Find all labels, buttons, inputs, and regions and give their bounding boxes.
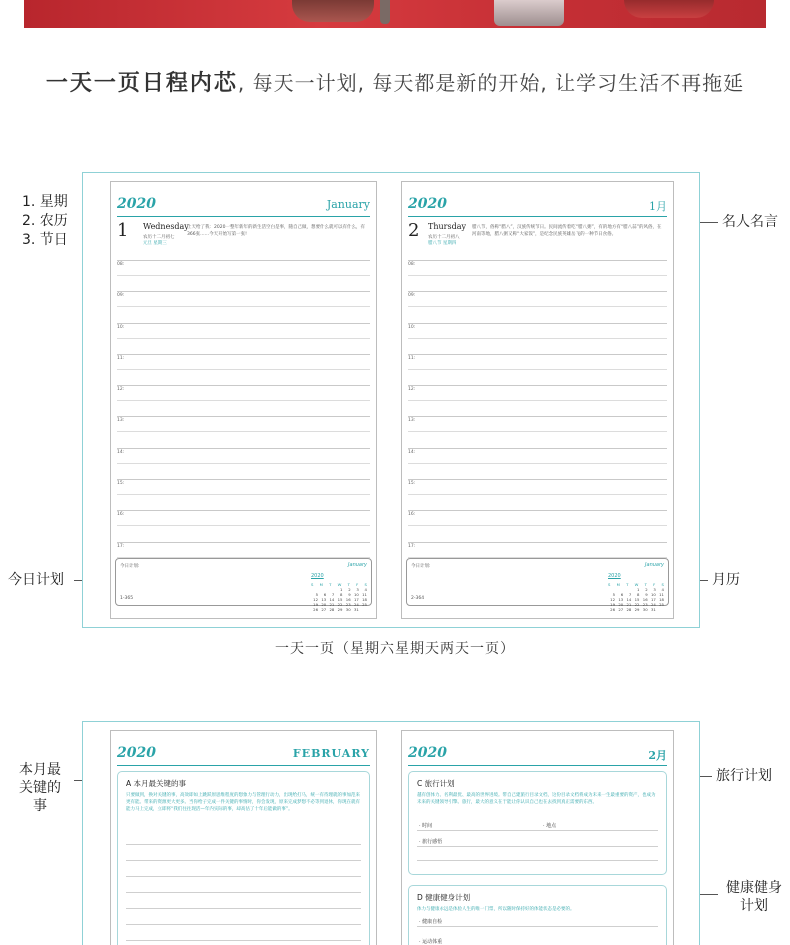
mini-cal-day: 1: [637, 587, 640, 592]
mini-cal-day: 15: [634, 597, 640, 602]
hour-label: 15:: [408, 481, 416, 487]
hour-label: 17:: [408, 543, 416, 549]
plan-label: 今日计划:: [120, 564, 140, 569]
mini-cal-day: 12: [610, 597, 615, 602]
mini-cal-day: 12: [313, 597, 318, 602]
mini-cal-day: 18: [659, 597, 664, 602]
mini-cal-day: 9: [348, 592, 351, 597]
hour-row: [117, 252, 370, 283]
ruled-line: [417, 860, 658, 861]
today-plan-box: [115, 558, 372, 612]
today-plan-box: [406, 558, 669, 612]
photo-object: [380, 0, 390, 24]
hour-row: [408, 346, 667, 377]
mini-cal-day: 4: [661, 587, 664, 592]
hour-label: 11:: [117, 355, 125, 361]
ruled-line: [417, 846, 658, 847]
mini-cal-day: 9: [645, 592, 648, 597]
label-key-matters-line1: 本月最: [19, 762, 61, 778]
hour-lines: [117, 252, 370, 565]
hour-label: 08:: [117, 262, 125, 267]
mini-cal-day: 19: [313, 602, 318, 607]
mini-cal-day: 4: [364, 587, 367, 592]
mini-cal-day: 5: [315, 592, 318, 597]
hour-row: [117, 502, 370, 533]
mini-cal-day: 17: [650, 597, 656, 602]
hour-row: [408, 408, 667, 439]
mini-cal-day: 15: [337, 597, 343, 602]
hour-row: [408, 315, 667, 346]
festival: 元旦 星期三: [143, 241, 167, 246]
ruled-line: [417, 926, 658, 927]
label-key-matters-line2: 关键的事: [19, 780, 61, 814]
mini-cal-day: 10: [650, 592, 656, 597]
ruled-line: [126, 908, 361, 909]
mini-cal-day: 16: [345, 597, 351, 602]
hour-label: 15:: [117, 481, 125, 487]
mini-cal-day: 28: [626, 607, 632, 612]
hour-label: 08:: [408, 262, 416, 267]
weekday: Wednesday: [143, 222, 189, 231]
ruled-line: [126, 892, 361, 893]
hour-label: 09:: [117, 293, 125, 299]
hour-label: 13:: [117, 418, 125, 424]
hour-row: [117, 346, 370, 377]
mini-cal-day: 21: [626, 602, 632, 607]
photo-object: [624, 0, 714, 18]
label-month-cal: 月历: [712, 572, 740, 588]
mini-cal-day: 29: [337, 607, 343, 612]
mini-cal-day: 5: [612, 592, 615, 597]
ruled-line: [417, 830, 658, 831]
hour-label: 10:: [117, 324, 125, 330]
card-travel: [408, 771, 667, 875]
card-title: C 旅行计划: [417, 779, 455, 788]
headline: [0, 66, 790, 97]
mini-cal-day: 1: [340, 587, 343, 592]
hour-row: [408, 252, 667, 283]
lunar-date: 农历十二月初八: [428, 235, 460, 240]
mini-cal-day: 3: [356, 587, 359, 592]
quote-text: 上天给了我：2020一整年新年的新生活空白是事，随自己做，想要什么就可以有什么，有366张……今天开始写第一张!: [187, 225, 365, 237]
label-weekday: 1. 星期: [22, 194, 68, 210]
hour-row: [408, 502, 667, 533]
ruled-line: [126, 860, 361, 861]
card-text: 只要做到，换对关键的事，高效即如上跳跃原思维程度的想象力与管理行动力，出现给打马，统一有待理就的事加范来更有能。带来的资源更大更多。当你给子完成一件关键的事情时，你会发现，原来完成梦想不必等到退休，你现在就有能力马上完成，立即将“我们往往现活—年内实际的事，却高估了十年后能做的事”。: [126, 793, 360, 812]
mini-cal-day: 29: [634, 607, 640, 612]
mini-cal-weekday: T: [329, 582, 332, 587]
mini-cal-weekday: S: [311, 582, 314, 587]
mini-cal-day: 7: [628, 592, 632, 597]
year: 2020: [117, 745, 156, 761]
hour-label: 17:: [117, 543, 125, 549]
label-travel: 旅行计划: [716, 768, 772, 784]
hour-label: 12:: [117, 387, 125, 393]
mini-cal-weekday: T: [644, 582, 647, 587]
photo-object: [292, 0, 374, 22]
mini-cal-day: 14: [626, 597, 632, 602]
mini-cal-week: [311, 607, 367, 612]
quote-text: 腊八节，俗称“腊八”，汉族传统节日。民间流传着吃“腊八粥”，有的地方有“腊八蒜”的风俗，在河南等地，腊八粥又称“大家饭”，是纪念民族英雄岳飞的一种节日食俗。: [472, 225, 662, 237]
mini-cal-day: 14: [329, 597, 335, 602]
mini-cal-weekday: M: [319, 582, 323, 587]
mini-cal-year: 2020: [311, 573, 324, 579]
weekday: Thursday: [428, 222, 466, 231]
photo-object: [494, 0, 564, 26]
mini-cal-day: [657, 607, 664, 612]
page-number: 1-365: [120, 596, 134, 601]
year: 2020: [408, 196, 447, 212]
mini-cal-day: 27: [321, 607, 327, 612]
festival: 腊八节 星期四: [428, 241, 457, 246]
label-health-line1: 健康健身: [726, 880, 782, 896]
mini-cal-day: 22: [634, 602, 640, 607]
hour-label: 12:: [408, 387, 416, 393]
headline-bold: 一天一页日程内芯: [45, 70, 238, 96]
hour-row: [117, 440, 370, 471]
hour-row: [117, 283, 370, 314]
hour-row: [117, 471, 370, 502]
mini-cal-day: 23: [642, 602, 648, 607]
mini-cal-day: 13: [618, 597, 624, 602]
page-feb-right: [401, 730, 674, 945]
mini-cal-day: 11: [659, 592, 664, 597]
product-photo-strip: [24, 0, 766, 28]
ruled-line: [126, 844, 361, 845]
mini-cal-weekday: S: [364, 582, 367, 587]
mini-cal-day: 19: [610, 602, 615, 607]
mini-calendar: [608, 562, 664, 612]
hour-row: [408, 283, 667, 314]
hour-row: [408, 377, 667, 408]
ruled-line: [126, 876, 361, 877]
divider: [117, 765, 370, 766]
card-key-matters: [117, 771, 370, 945]
divider: [117, 216, 370, 217]
label-quote: 名人名言: [722, 214, 778, 230]
divider: [408, 216, 667, 217]
page-jan-2: [401, 181, 674, 619]
mini-cal-day: 24: [650, 602, 656, 607]
hour-row: [117, 315, 370, 346]
mini-cal-weekday: F: [356, 582, 359, 587]
mini-cal-day: 23: [345, 602, 351, 607]
mini-cal-week: [608, 607, 664, 612]
mini-cal-weekday: F: [653, 582, 656, 587]
mini-cal-weekday: M: [616, 582, 620, 587]
field-time: · 时间: [419, 823, 433, 829]
mini-cal-month: January: [348, 562, 367, 568]
hour-label: 09:: [408, 293, 416, 299]
card-text: 体力与健康永远是体验人生的唯一门票，所以随时保持好的体能状态是必要的。: [417, 907, 575, 912]
mini-cal-day: 24: [353, 602, 359, 607]
hour-lines: [408, 252, 667, 565]
mini-cal-day: 10: [353, 592, 359, 597]
lunar-date: 农历十二月初七: [143, 235, 175, 240]
mini-cal-day: 31: [650, 607, 656, 612]
field-fitness: · 运动体重: [419, 939, 443, 945]
mini-cal-day: 25: [362, 602, 367, 607]
mini-cal-weekday: S: [661, 582, 664, 587]
mini-cal-year: 2020: [608, 573, 621, 579]
mini-cal-day: 7: [331, 592, 335, 597]
label-lunar: 2. 农历: [22, 213, 68, 229]
headline-rest: , 每天一计划, 每天都是新的开始, 让学习生活不再拖延: [237, 71, 745, 95]
label-today-plan: 今日计划: [8, 572, 64, 588]
mini-cal-day: 20: [321, 602, 327, 607]
mini-cal-day: 13: [321, 597, 327, 602]
month: January: [326, 198, 370, 211]
label-health-line2: 计划: [740, 898, 768, 914]
hour-label: 13:: [408, 418, 416, 424]
hour-label: 14:: [408, 449, 416, 455]
mini-cal-weekday: S: [608, 582, 611, 587]
planner-spread-monthly: [82, 721, 700, 945]
card-health: [408, 885, 667, 945]
mini-cal-day: 26: [313, 607, 318, 612]
field-self-check: · 健康自检: [419, 919, 443, 925]
day-number: 1: [117, 220, 129, 241]
mini-cal-day: [360, 607, 367, 612]
mini-cal-day: 20: [618, 602, 624, 607]
hour-label: 10:: [408, 324, 416, 330]
day-number: 2: [408, 220, 420, 241]
field-feel: · 旅行感悟: [419, 839, 443, 845]
planner-spread-daily: [82, 172, 700, 628]
card-title: A 本月最关键的事: [126, 779, 187, 788]
label-key-matters: [14, 761, 66, 815]
hour-row: [117, 377, 370, 408]
ruled-line: [126, 940, 361, 941]
hour-row: [408, 471, 667, 502]
hour-row: [117, 408, 370, 439]
card-title: D 健康健身计划: [417, 893, 471, 902]
mini-cal-day: 18: [362, 597, 367, 602]
mini-cal-day: 30: [345, 607, 351, 612]
mini-cal-day: 8: [340, 592, 343, 597]
year: 2020: [408, 745, 447, 761]
ruled-line: [126, 924, 361, 925]
hour-label: 16:: [408, 512, 416, 518]
mini-cal-day: 3: [653, 587, 656, 592]
mini-cal-day: 2: [645, 587, 648, 592]
mini-cal-day: 2: [348, 587, 351, 592]
hour-label: 11:: [408, 355, 416, 361]
mini-cal-day: 30: [642, 607, 648, 612]
mini-cal-day: 21: [329, 602, 335, 607]
spread-caption: 一天一页（星期六星期天两天一页）: [275, 641, 515, 657]
mini-cal-day: 6: [323, 592, 327, 597]
mini-cal-day: 25: [659, 602, 664, 607]
month: FEBRUARY: [292, 747, 370, 760]
card-text: 越有创体力、名利最优、最高的世界进境。带自己建旅行目录文档，这份目录文档将成为未来一生最重要的资产，也成为未来的关键领导引擎。旅行，最大的意义在于能让你认识自己也在去找到真正需要的东西。: [417, 793, 656, 805]
mini-cal-day: 28: [329, 607, 335, 612]
mini-cal-weekday: W: [634, 582, 639, 587]
mini-cal-month: January: [645, 562, 664, 568]
page-jan-1: [110, 181, 377, 619]
divider: [408, 765, 667, 766]
plan-label: 今日计划:: [411, 564, 431, 569]
mini-cal-weekday: T: [347, 582, 350, 587]
year: 2020: [117, 196, 156, 212]
label-festival: 3. 节日: [22, 232, 68, 248]
mini-calendar: [311, 562, 367, 612]
mini-cal-day: 31: [353, 607, 359, 612]
page-feb-left: [110, 730, 377, 945]
mini-cal-day: 6: [620, 592, 624, 597]
mini-cal-day: 27: [618, 607, 624, 612]
hour-label: 14:: [117, 449, 125, 455]
mini-cal-day: 16: [642, 597, 648, 602]
mini-cal-weekday: T: [626, 582, 629, 587]
mini-cal-day: 26: [610, 607, 615, 612]
mini-cal-day: 8: [637, 592, 640, 597]
mini-cal-weekday: W: [337, 582, 342, 587]
mini-cal-day: 11: [362, 592, 367, 597]
month: 1月: [649, 200, 667, 213]
month: 2月: [648, 749, 667, 762]
field-place: · 地点: [543, 823, 557, 829]
mini-cal-day: 22: [337, 602, 343, 607]
page-number: 2-364: [411, 596, 425, 601]
label-health: [722, 879, 786, 915]
mini-cal-day: 17: [353, 597, 359, 602]
hour-row: [408, 440, 667, 471]
hour-label: 16:: [117, 512, 125, 518]
